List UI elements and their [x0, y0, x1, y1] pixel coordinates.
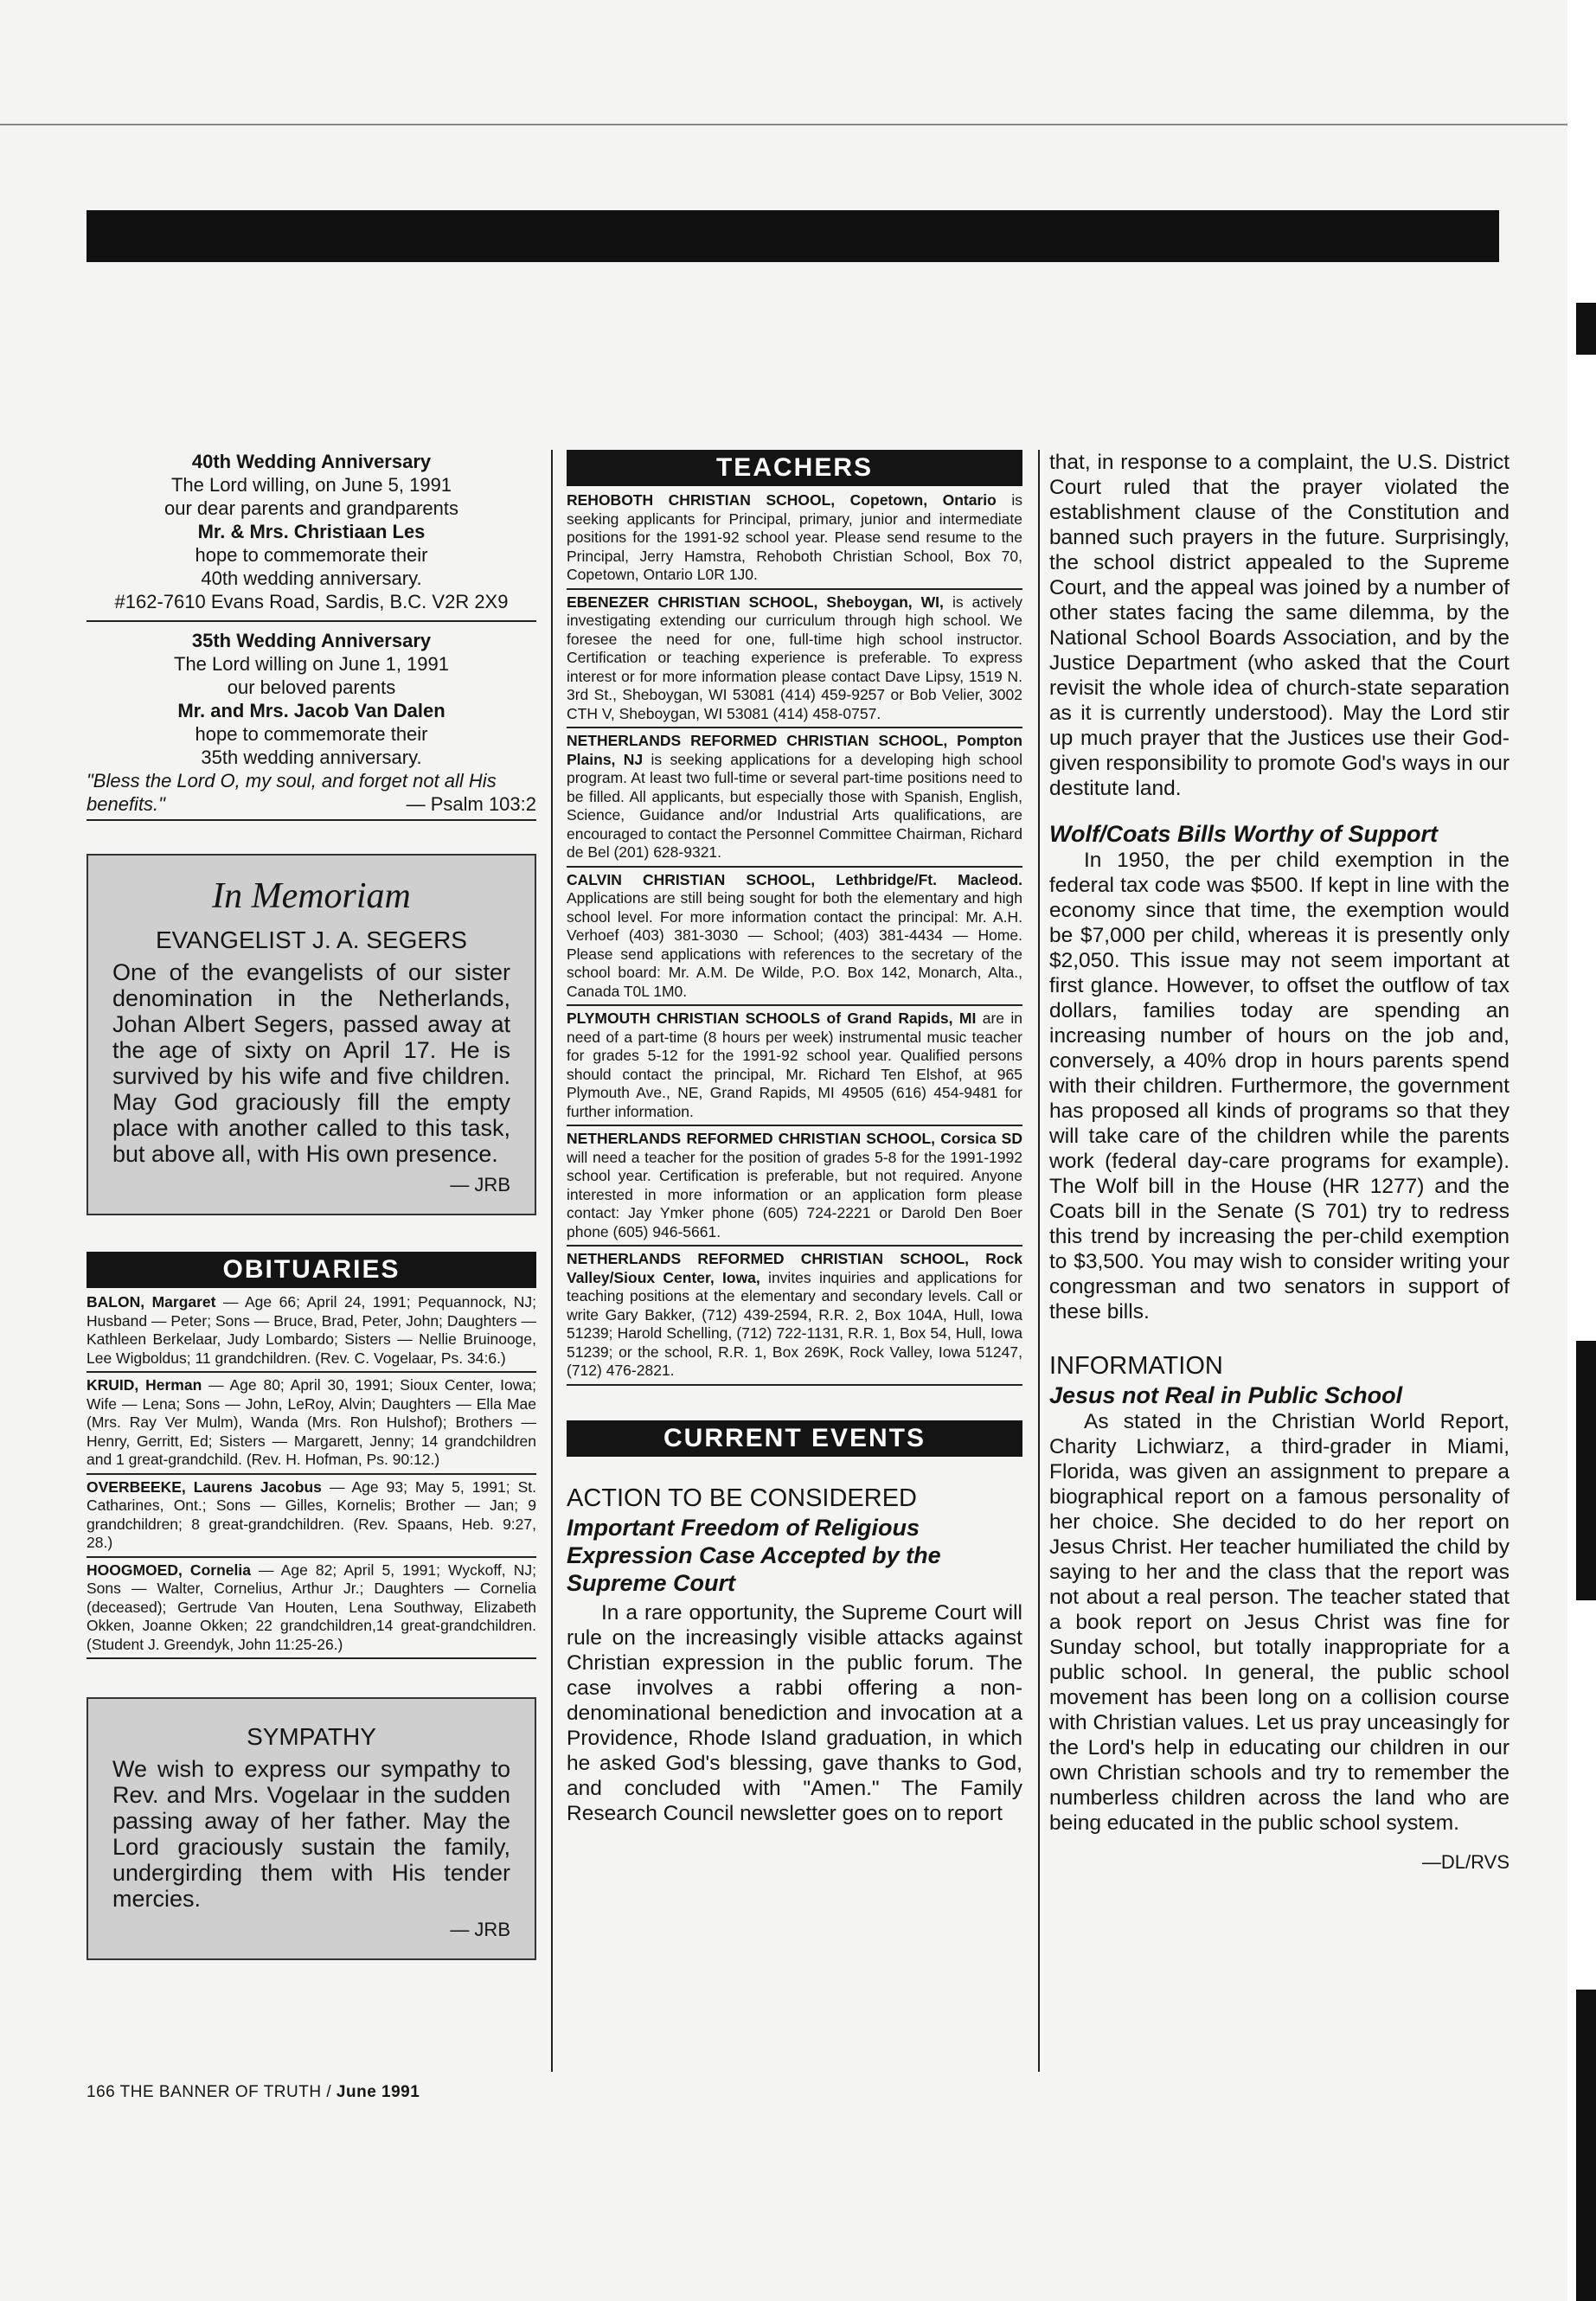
column-rule — [551, 450, 553, 2072]
jesus-heading: Jesus not Real in Public School — [1049, 1382, 1403, 1408]
publication-name: THE BANNER OF TRUTH / — [119, 2083, 332, 2101]
ad-text: are in need of a part-time (8 hours per week) instrumental music teacher for grades 5-12 for the 1991-92 school year. Qualified persons should contact the principal, Mr. Richard Ten Elshof, at 965 Plymouth Ave., NE, Grand Rapids, MI 49505 (616) 454-9481 for further information. — [567, 1009, 1023, 1120]
quote-text: "Bless the Lord O, my soul, and forget not all His benefits." — [87, 770, 497, 815]
memoriam-body: One of the evangelists of our sister denomination in the Netherlands, Johan Albert Segers, passed away at the age of sixty on April 17. He is survived by his wife and five children. May God graciously fill the empty place with another called to this task, but above all, with His own presence. — [112, 959, 510, 1167]
teacher-ad — [567, 871, 1022, 1007]
anniversary-40 — [87, 450, 536, 613]
obituary-name: HOOGMOED, Cornelia — [87, 1561, 251, 1579]
edge-mark — [1576, 1990, 1596, 2301]
sympathy-title: SYMPATHY — [247, 1723, 376, 1750]
current-events-banner: CURRENT EVENTS — [567, 1420, 1022, 1457]
anniversary-line: our dear parents and grandparents — [163, 497, 458, 519]
memoriam-signature: — JRB — [450, 1174, 510, 1195]
obituary-entry — [87, 1561, 536, 1660]
obituary-entry — [87, 1293, 536, 1373]
column-left — [87, 450, 536, 1960]
ad-text: is seeking applications for a developing high school program. At least two full-time or several part-time positions need to be filled. All applicants, but especially those with Spanish, English, Science, Guidance and/or Industrial Arts qualifications, are encouraged to contact the Personnel Committee Chairman, Richard de Bel (201) 628-9321. — [567, 750, 1022, 861]
article-subhead: Important Freedom of Religious Expression Case Accepted by the Supreme Court — [567, 1514, 941, 1596]
memoriam-name: EVANGELIST J. A. SEGERS — [156, 926, 467, 953]
top-rule — [0, 124, 1596, 125]
sympathy-signature: — JRB — [450, 1919, 510, 1940]
article-continued: that, in response to a complaint, the U.S. District Court ruled that the prayer violated the establishment clause of the Constitution and banned such prayers in the future. Surprisingly, the school district appealed to the Supreme Court, and the appeal was joined by a number of other states facing the same dilemma, by the National School Boards Association, and by the Justice Department (who asked that the Court revisit the whole idea of church-state separation as it is currently understood). May the Lord stir up much prayer that the Justices use their God-given responsibility to promote God's ways in our destitute land. — [1049, 451, 1509, 800]
header-band — [87, 210, 1499, 262]
anniversary-line: 35th wedding anniversary. — [201, 747, 422, 768]
wolf-coats-body: In 1950, the per child exemption in the federal tax code was $500. If kept in line with the economy since that time, the exemption would be $7,000 per child, whereas it is presently only $2,050. This issue may not seem important at first glance. However, to offset the outflow of tax dollars, families today are spending an increasing number of hours on the job and, conversely, a 40% drop in hours parents spend with their children. Furthermore, the government has proposed all kinds of programs so that they will take care of the children while the parents work (federal day-care programs for example). The Wolf bill in the House (HR 1277) and the Coats bill in the Senate (S 701) try to redress this trend by increasing the per-child exemption to $3,500. You may wish to consider writing your congressman and two senators in support of these bills. — [1049, 849, 1509, 1324]
jesus-body: As stated in the Christian World Report, Charity Lichwiarz, a third-grader in Miami, Florida, was given an assignment to prepare a biographical report on a famous personality of her choice. She decided to do her report on Jesus Christ. Her teacher humiliated the child by saying to her and the class that the report was not about a real person. The teacher stated that a book report on Jesus Christ was fine for Sunday school, but totally inappropriate for a public school. In general, the public school movement has been long on a collision course with Christian values. Let us pray unceasingly for the Lord's help in educating our children in our own Christian schools and try to remember the numberless children across the land who are being educated in the public school system. — [1049, 1410, 1509, 1835]
teachers-list — [567, 491, 1022, 1386]
teacher-ad — [567, 491, 1022, 590]
divider — [87, 819, 536, 821]
obituaries-banner: OBITUARIES — [87, 1252, 536, 1288]
article-body: In a rare opportunity, the Supreme Court will rule on the increasingly visible attacks against Christian expression in the public forum. The case involves a rabbi offering a non-denominational benediction and invocation at a Providence, Rhode Island graduation, in which he asked God's blessing, gave thanks to God, and concluded with "Amen." The Family Research Council newsletter goes on to report — [567, 1600, 1022, 1825]
obituary-name: KRUID, Herman — [87, 1376, 202, 1394]
column-rule — [1038, 450, 1040, 2072]
anniversary-names: Mr. and Mrs. Jacob Van Dalen — [177, 700, 445, 721]
ad-text: is actively investigating extending our curriculum through high school. We foresee the need for one, full-time high school instructor. Certification or teaching experience is preferable. To express interest or for more information please contact Dave Lipsy, 1519 N. 3rd St., Sheboygan, WI 53081 (414) 459-9257 or Bob Velier, 3002 CTH V, Sheboygan, WI 53081 (414) 458-0757. — [567, 593, 1022, 722]
obituary-entry — [87, 1376, 536, 1475]
obituary-text: — Age 66; April 24, 1991; Pequannock, NJ; Husband — Peter; Sons — Bruce, Brad, Peter, John; Daughters — Kathleen Berkelaar, Judy Lombardo; Sisters — Nellie Bruinooge, Lee Wigboldus; 11 grandchildren. (Rev. C. Vogelaar, Ps. 34:6.) — [87, 1293, 536, 1367]
school-name: PLYMOUTH CHRISTIAN SCHOOLS of Grand Rapids, MI — [567, 1009, 977, 1027]
ad-text: is seeking applicants for Principal, primary, junior and intermediate positions for the 1991-92 school year. Please send resume to the Principal, Jerry Hamstra, Rehoboth Christian School, Box 70, Copetown, Ontario L0R 1J0. — [567, 491, 1022, 583]
anniversary-title: 40th Wedding Anniversary — [191, 451, 432, 472]
article-signature: —DL/RVS — [1421, 1851, 1509, 1873]
teacher-ad — [567, 1130, 1022, 1247]
page-number: 166 — [87, 2083, 116, 2101]
anniversary-line: hope to commemorate their — [195, 723, 428, 745]
school-name: NETHERLANDS REFORMED CHRISTIAN SCHOOL, Pompton Plains, NJ — [567, 732, 1022, 768]
obituary-text: — Age 80; April 30, 1991; Sioux Center, Iowa; Wife — Lena; Sons — John, LeRoy, Alvin; Daughters — Ella Mae (Mrs. Ray Ver Mulm), Wanda (Mrs. Ron Hulshof); Brothers — Henry, Gerritt, Ed; Sisters — Margarett, Jenny; 14 grandchildren and 1 great-grandchild. (Rev. H. Hofman, Ps. 90:12.) — [87, 1376, 536, 1468]
school-name: REHOBOTH CHRISTIAN SCHOOL, Copetown, Ontario — [567, 491, 997, 509]
sympathy-box — [87, 1697, 536, 1960]
divider — [87, 620, 536, 622]
teacher-ad — [567, 732, 1022, 868]
school-name: CALVIN CHRISTIAN SCHOOL, Lethbridge/Ft. Macleod. — [567, 870, 1022, 888]
sympathy-body: We wish to express our sympathy to Rev. and Mrs. Vogelaar in the sudden passing away of her father. May the Lord graciously sustain the family, undergirding them with His tender mercies. — [112, 1756, 510, 1912]
anniversary-line: The Lord willing, on June 5, 1991 — [170, 474, 452, 496]
anniversary-35 — [87, 629, 536, 769]
teacher-ad — [567, 1009, 1022, 1126]
section-heading: ACTION TO BE CONSIDERED — [567, 1484, 917, 1512]
school-name: EBENEZER CHRISTIAN SCHOOL, Sheboygan, WI, — [567, 593, 944, 611]
page-footer — [87, 2083, 420, 2102]
column-right — [1049, 450, 1509, 1874]
school-name: NETHERLANDS REFORMED CHRISTIAN SCHOOL, Corsica SD — [567, 1130, 1022, 1147]
teacher-ad — [567, 593, 1022, 729]
anniversary-address: #162-7610 Evans Road, Sardis, B.C. V2R 2X9 — [114, 591, 509, 612]
obituary-name: OVERBEEKE, Laurens Jacobus — [87, 1477, 322, 1496]
anniversary-title: 35th Wedding Anniversary — [191, 630, 432, 651]
anniversary-line: our beloved parents — [227, 676, 396, 698]
ad-text: Applications are still being sought for both the elementary and high school level. For more information contact the principal: Mr. A.H. Verhoef (403) 381-3030 — School; (403) 381-4434 — Home. Please send applications with references to the secretary of the school board: Mr. A.M. De Wilde, P.O. Box 142, Monarch, Alta., Canada T0L 1M0. — [567, 889, 1022, 1000]
edge-mark — [1576, 1341, 1596, 1600]
column-middle — [567, 450, 1022, 1826]
anniversary-line: The Lord willing on June 1, 1991 — [174, 653, 449, 675]
memoriam-title: In Memoriam — [212, 876, 411, 916]
information-heading: INFORMATION — [1049, 1352, 1223, 1380]
obituary-name: BALON, Margaret — [87, 1293, 216, 1311]
obituary-text: — Age 93; May 5, 1991; St. Catharines, Ont.; Sons — Gilles, Kornelis; Brother — Jan; 9 grandchildren; 8 great-grandchildren. (Rev. Spaans, Heb. 9:27, 28.) — [87, 1477, 536, 1551]
scripture-quote — [87, 769, 536, 816]
quote-reference: — Psalm 103:2 — [406, 793, 536, 815]
anniversary-line: 40th wedding anniversary. — [201, 567, 422, 589]
obituaries-list — [87, 1293, 536, 1659]
anniversary-names: Mr. & Mrs. Christiaan Les — [197, 521, 426, 542]
edge-mark — [1576, 303, 1596, 355]
memoriam-box — [87, 854, 536, 1215]
school-name: NETHERLANDS REFORMED CHRISTIAN SCHOOL, Rock Valley/Sioux Center, Iowa, — [567, 1250, 1022, 1286]
anniversary-line: hope to commemorate their — [195, 544, 428, 566]
obituary-text: — Age 82; April 5, 1991; Wyckoff, NJ; Sons — Walter, Cornelius, Arthur Jr.; Daughters — Cornelia (deceased); Gertrude Van Houten, Lena Southway, Elizabeth Okken, Joanne Okken; 22 grandchildren,14 great-grandchildren. (Student J. Greendyk, John 11:25-26.) — [87, 1561, 536, 1653]
teachers-banner: TEACHERS — [567, 450, 1022, 486]
obituary-entry — [87, 1478, 536, 1558]
ad-text: invites inquiries and applications for teaching positions at the elementary and secondary levels. Call or write Gary Bakker, (712) 439-2594, R.R. 2, Box 104A, Hull, Iowa 51239; Harold Schelling, (712) 722-1131, R.R. 1, Box 54, Hull, Iowa 51239; or the school, R.R. 1, Box 269K, Rock Valley, Iowa 51247, (712) 476-2821. — [567, 1268, 1022, 1379]
teacher-ad — [567, 1250, 1022, 1386]
issue-date: June 1991 — [336, 2083, 420, 2101]
wolf-coats-heading: Wolf/Coats Bills Worthy of Support — [1049, 821, 1438, 847]
ad-text: will need a teacher for the position of grades 5-8 for the 1991-1992 school year. Certification is preferable, but not required. Anyone interested in more information or an application form please contact: Jay Ymker phone (605) 724-2221 or Darold Den Boer phone (605) 946-5661. — [567, 1148, 1022, 1240]
